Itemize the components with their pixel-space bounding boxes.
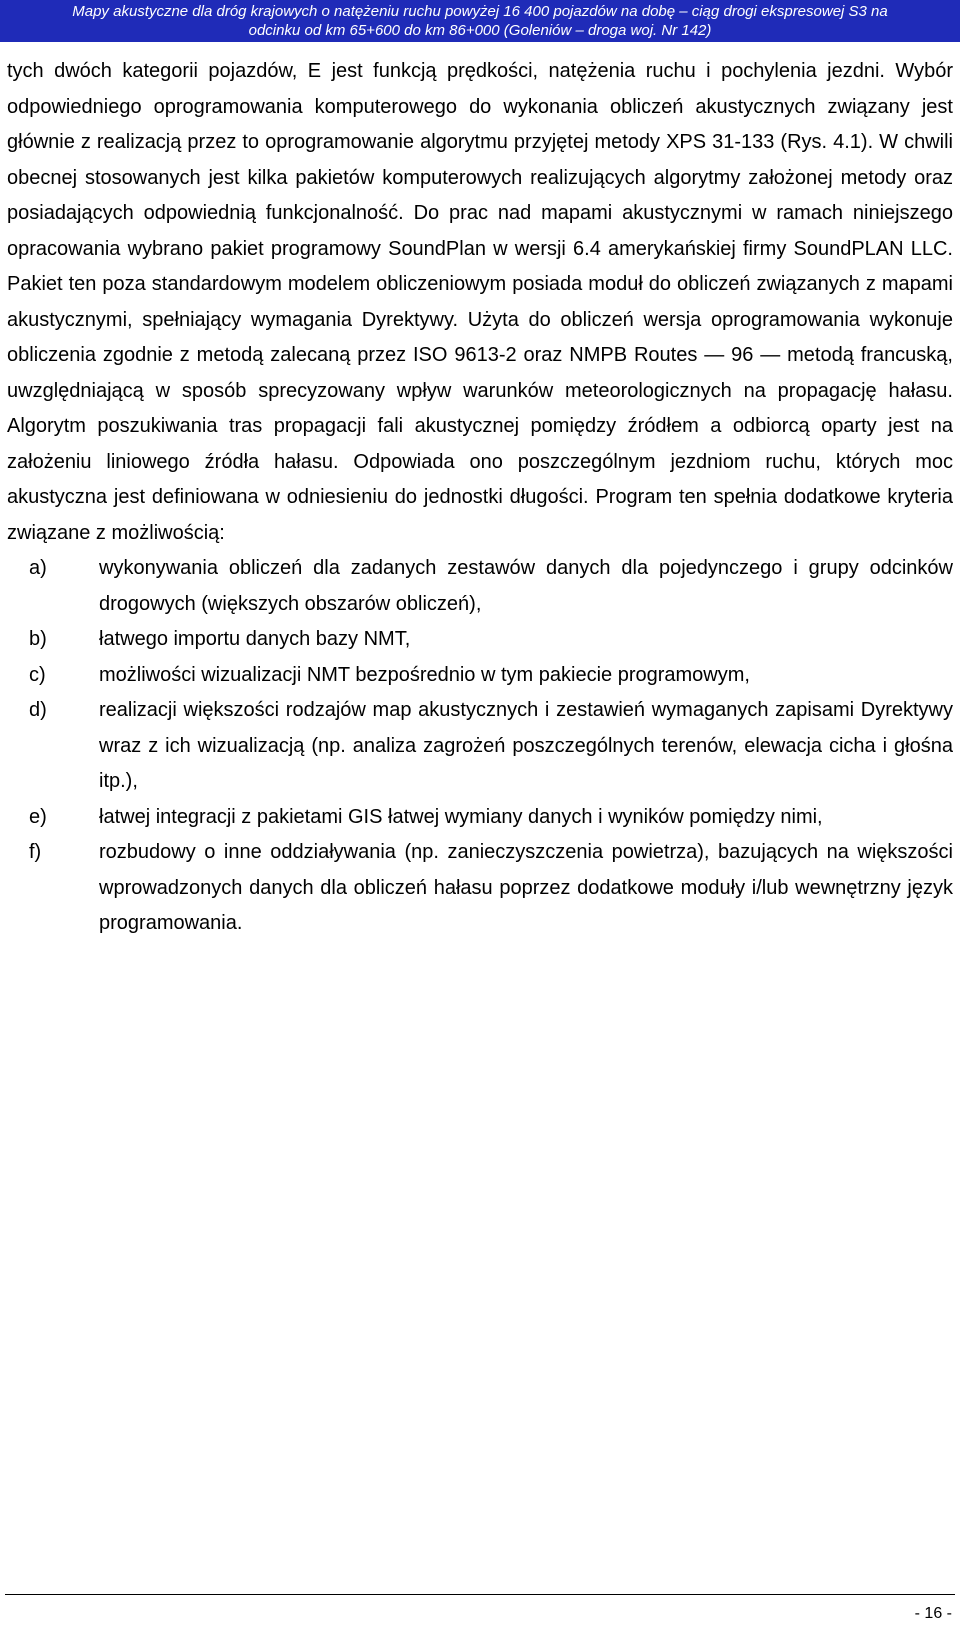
list-item-text: wykonywania obliczeń dla zadanych zestawów danych dla pojedynczego i grupy odcinków drogowych (większych obszarów obliczeń), bbox=[99, 557, 953, 615]
list-marker: b) bbox=[29, 628, 47, 650]
header-line-2: odcinku od km 65+600 do km 86+000 (Goleniów – droga woj. Nr 142) bbox=[248, 22, 712, 39]
list-item-text: możliwości wizualizacji NMT bezpośrednio w tym pakiecie programowym, bbox=[99, 663, 750, 686]
list-marker: d) bbox=[29, 699, 47, 721]
list-item bbox=[7, 622, 953, 658]
document-body bbox=[7, 54, 953, 942]
list-item-text: realizacji większości rodzajów map akustycznych i zestawień wymaganych zapisami Dyrektywy wraz z ich wizualizacją (np. analiza zagrożeń poszczególnych terenów, elewacja cicha i głośna itp.), bbox=[99, 699, 953, 792]
running-header bbox=[0, 0, 960, 42]
list-item bbox=[7, 800, 953, 836]
list-item-text: łatwego importu danych bazy NMT, bbox=[99, 628, 411, 650]
criteria-list bbox=[7, 551, 953, 942]
body-paragraph: tych dwóch kategorii pojazdów, E jest funkcją prędkości, natężenia ruchu i pochylenia jezdni. Wybór odpowiedniego oprogramowania komputerowego do wykonania obliczeń akustycznych związany jest głównie z realizacją przez to oprogramowanie algorytmu przyjętej metody XPS 31-133 (Rys. 4.1). W chwili obecnej stosowanych jest kilka pakietów komputerowych realizujących algorytmy założonej metody oraz posiadających odpowiednią funkcjonalność. Do prac nad mapami akustycznymi w ramach niniejszego opracowania wybrano pakiet programowy SoundPlan w wersji 6.4 amerykańskiej firmy SoundPLAN LLC. Pakiet ten poza standardowym modelem obliczeniowym posiada moduł do obliczeń związanych z mapami akustycznymi, spełniający wymagania Dyrektywy. Użyta do obliczeń wersja oprogramowania wykonuje obliczenia zgodnie z metodą zalecaną przez ISO 9613-2 oraz NMPB Routes — 96 — metodą francuską, uwzględniającą w sposób sprecyzowany wpływ warunków meteorologicznych na propagację hałasu. Algorytm poszukiwania tras propagacji fali akustycznej pomiędzy źródłem a odbiorcą oparty jest na założeniu liniowego źródła hałasu. Odpowiada ono poszczególnym jezdniom ruchu, których moc akustyczna jest definiowana w odniesieniu do jednostki długości. Program ten spełnia dodatkowe kryteria związane z możliwością: bbox=[7, 60, 953, 544]
list-item bbox=[7, 693, 953, 800]
footer-divider bbox=[5, 1594, 955, 1595]
list-marker: f) bbox=[29, 841, 42, 863]
list-item-text: rozbudowy o inne oddziaływania (np. zanieczyszczenia powietrza), bazujących na większości wprowadzonych danych dla obliczeń hałasu poprzez dodatkowe moduły i/lub wewnętrzny język programowania. bbox=[99, 841, 953, 934]
header-line-1: Mapy akustyczne dla dróg krajowych o natężeniu ruchu powyżej 16 400 pojazdów na dobę – ciąg drogi ekspresowej S3 na bbox=[72, 3, 888, 20]
page-number: - 16 - bbox=[914, 1605, 952, 1622]
list-item bbox=[7, 551, 953, 622]
list-item-text: łatwej integracji z pakietami GIS łatwej wymiany danych i wyników pomiędzy nimi, bbox=[99, 805, 823, 828]
list-marker: c) bbox=[29, 663, 46, 686]
list-item bbox=[7, 658, 953, 694]
list-marker: a) bbox=[29, 557, 47, 579]
list-marker: e) bbox=[29, 805, 47, 828]
list-item bbox=[7, 835, 953, 942]
